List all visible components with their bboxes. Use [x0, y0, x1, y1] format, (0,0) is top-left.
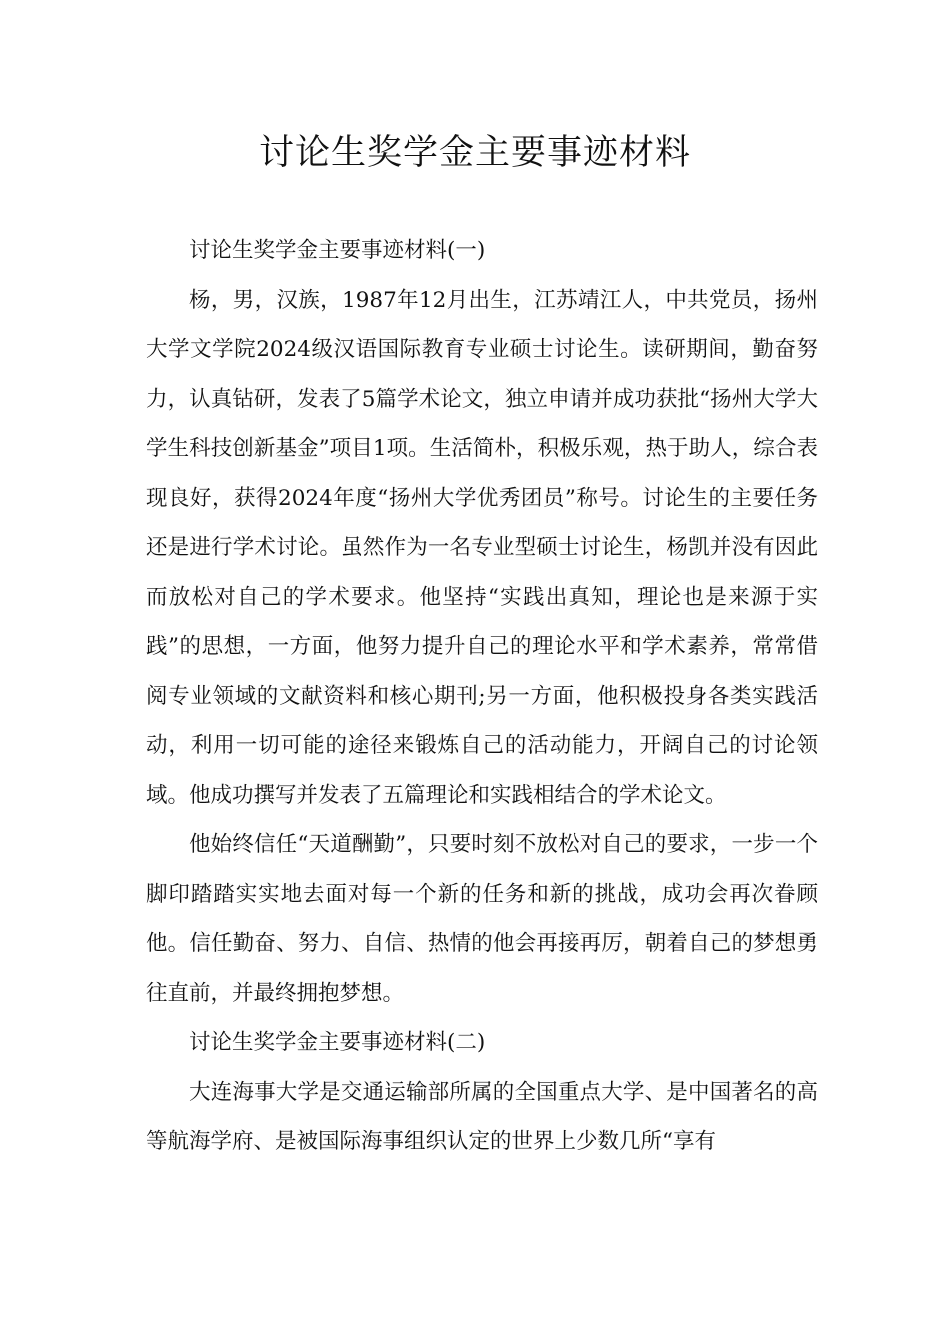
section-heading-2: 讨论生奖学金主要事迹材料(二) [189, 1030, 486, 1055]
paragraph-2: 他始终信任“天道酬勤”，只要时刻不放松对自己的要求，一步一个脚印踏踏实实地去面对每一个新的任务和新的挑战，成功会再次眷顾他。信任勤奋、努力、自信、热情的他会再接再厉，朝着自己的梦想勇往直前，并最终拥抱梦想。 [146, 832, 818, 1006]
paragraph-1: 杨，男，汉族，1987年12月出生，江苏靖江人，中共党员，扬州大学文学院2024级汉语国际教育专业硕士讨论生。读研期间，勤奋努力，认真钻研，发表了5篇学术论文，独立申请并成功获批“扬州大学大学生科技创新基金”项目1项。生活简朴，积极乐观，热于助人，综合表现良好，获得2024年度“扬州大学优秀团员”称号。讨论生的主要任务还是进行学术讨论。虽然作为一名专业型硕士讨论生，杨凯并没有因此而放松对自己的学术要求。他坚持“实践出真知，理论也是来源于实践”的思想，一方面，他努力提升自己的理论水平和学术素养，常常借阅专业领域的文献资料和核心期刊;另一方面，他积极投身各类实践活动，利用一切可能的途径来锻炼自己的活动能力，开阔自己的讨论领域。他成功撰写并发表了五篇理论和实践相结合的学术论文。 [146, 287, 818, 808]
document-body [146, 226, 818, 1167]
document-title: 讨论生奖学金主要事迹材料 [258, 133, 691, 173]
paragraph-3: 大连海事大学是交通运输部所属的全国重点大学、是中国著名的高等航海学府、是被国际海事组织认定的世界上少数几所“享有 [146, 1079, 818, 1154]
section-heading-1: 讨论生奖学金主要事迹材料(一) [189, 238, 486, 263]
